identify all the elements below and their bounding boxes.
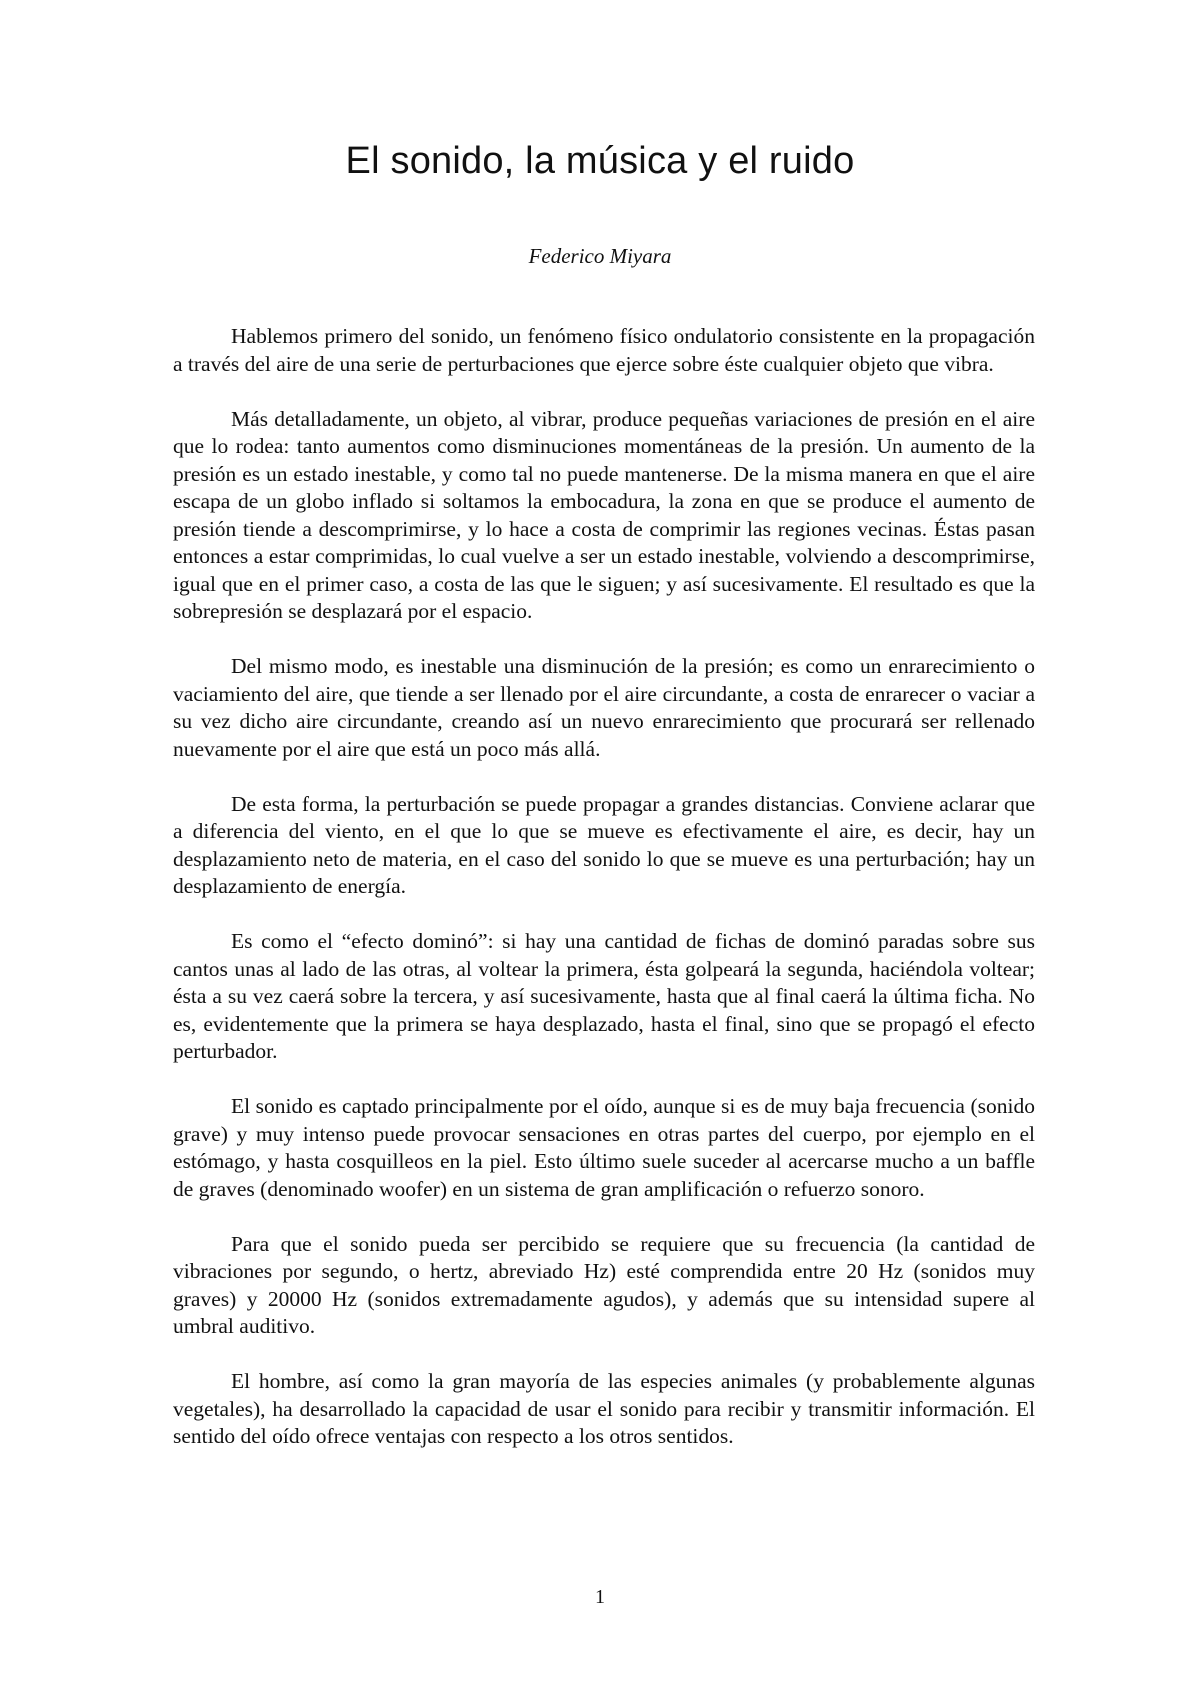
- author-name: Federico Miyara: [528, 244, 672, 268]
- document-title: El sonido, la música y el ruido: [345, 140, 855, 182]
- paragraph-7: Para que el sonido pueda ser percibido se requiere que su frecuencia (la cantidad de vibraciones por segundo, o hertz, abreviado Hz) esté comprendida entre 20 Hz (sonidos muy graves) y 20000 Hz (sonidos extremadamente agudos), y además que su intensidad supere al umbral auditivo.: [173, 1231, 1035, 1338]
- paragraph-2: Más detalladamente, un objeto, al vibrar, produce pequeñas variaciones de presión en el aire que lo rodea: tanto aumentos como disminuciones momentáneas de la presión. Un aumento de la presión es un estado inestable, y como tal no puede mantenerse. De la misma manera en que el aire escapa de un globo inflado si soltamos la embocadura, la zona en que se produce el aumento de presión tiende a descomprimirse, y lo hace a costa de comprimir las regiones vecinas. Éstas pasan entonces a estar comprimidas, lo cual vuelve a ser un estado inestable, volviendo a descomprimirse, igual que en el primer caso, a costa de las que le siguen; y así sucesivamente. El resultado es que la sobrepresión se desplazará por el espacio.: [173, 406, 1035, 623]
- paragraph-1: Hablemos primero del sonido, un fenómeno físico ondulatorio consistente en la propagación a través del aire de una serie de perturbaciones que ejerce sobre éste cualquier objeto que vibra.: [173, 324, 1035, 376]
- paragraph-8: El hombre, así como la gran mayoría de las especies animales (y probablemente algunas vegetales), ha desarrollado la capacidad de usar el sonido para recibir y transmitir información. El sentido del oído ofrece ventajas con respecto a los otros sentidos.: [173, 1369, 1035, 1448]
- page-number: 1: [595, 1586, 605, 1608]
- paragraph-6: El sonido es captado principalmente por el oído, aunque si es de muy baja frecuencia (sonido grave) y muy intenso puede provocar sensaciones en otras partes del cuerpo, por ejemplo en el estómago, y hasta cosquilleos en la piel. Esto último suele suceder al acercarse mucho a un baffle de graves (denominado woofer) en un sistema de gran amplificación o refuerzo sonoro.: [173, 1094, 1035, 1201]
- paragraph-4: De esta forma, la perturbación se puede propagar a grandes distancias. Conviene aclarar que a diferencia del viento, en el que lo que se mueve es efectivamente el aire, es decir, hay un desplazamiento neto de materia, en el caso del sonido lo que se mueve es una perturbación; hay un desplazamiento de energía.: [173, 791, 1035, 898]
- document-body: [173, 323, 1035, 1478]
- paragraph-5: Es como el “efecto dominó”: si hay una cantidad de fichas de dominó paradas sobre sus cantos unas al lado de las otras, al voltear la primera, ésta golpeará la segunda, haciéndola voltear; ésta a su vez caerá sobre la tercera, y así sucesivamente, hasta que al final caerá la última ficha. No es, evidentemente que la primera se haya desplazado, hasta el final, sino que se propagó el efecto perturbador.: [173, 929, 1035, 1063]
- paragraph-3: Del mismo modo, es inestable una disminución de la presión; es como un enrarecimiento o vaciamiento del aire, que tiende a ser llenado por el aire circundante, a costa de enrarecer o vaciar a su vez dicho aire circundante, creando así un nuevo enrarecimiento que procurará ser rellenado nuevamente por el aire que está un poco más allá.: [173, 654, 1035, 761]
